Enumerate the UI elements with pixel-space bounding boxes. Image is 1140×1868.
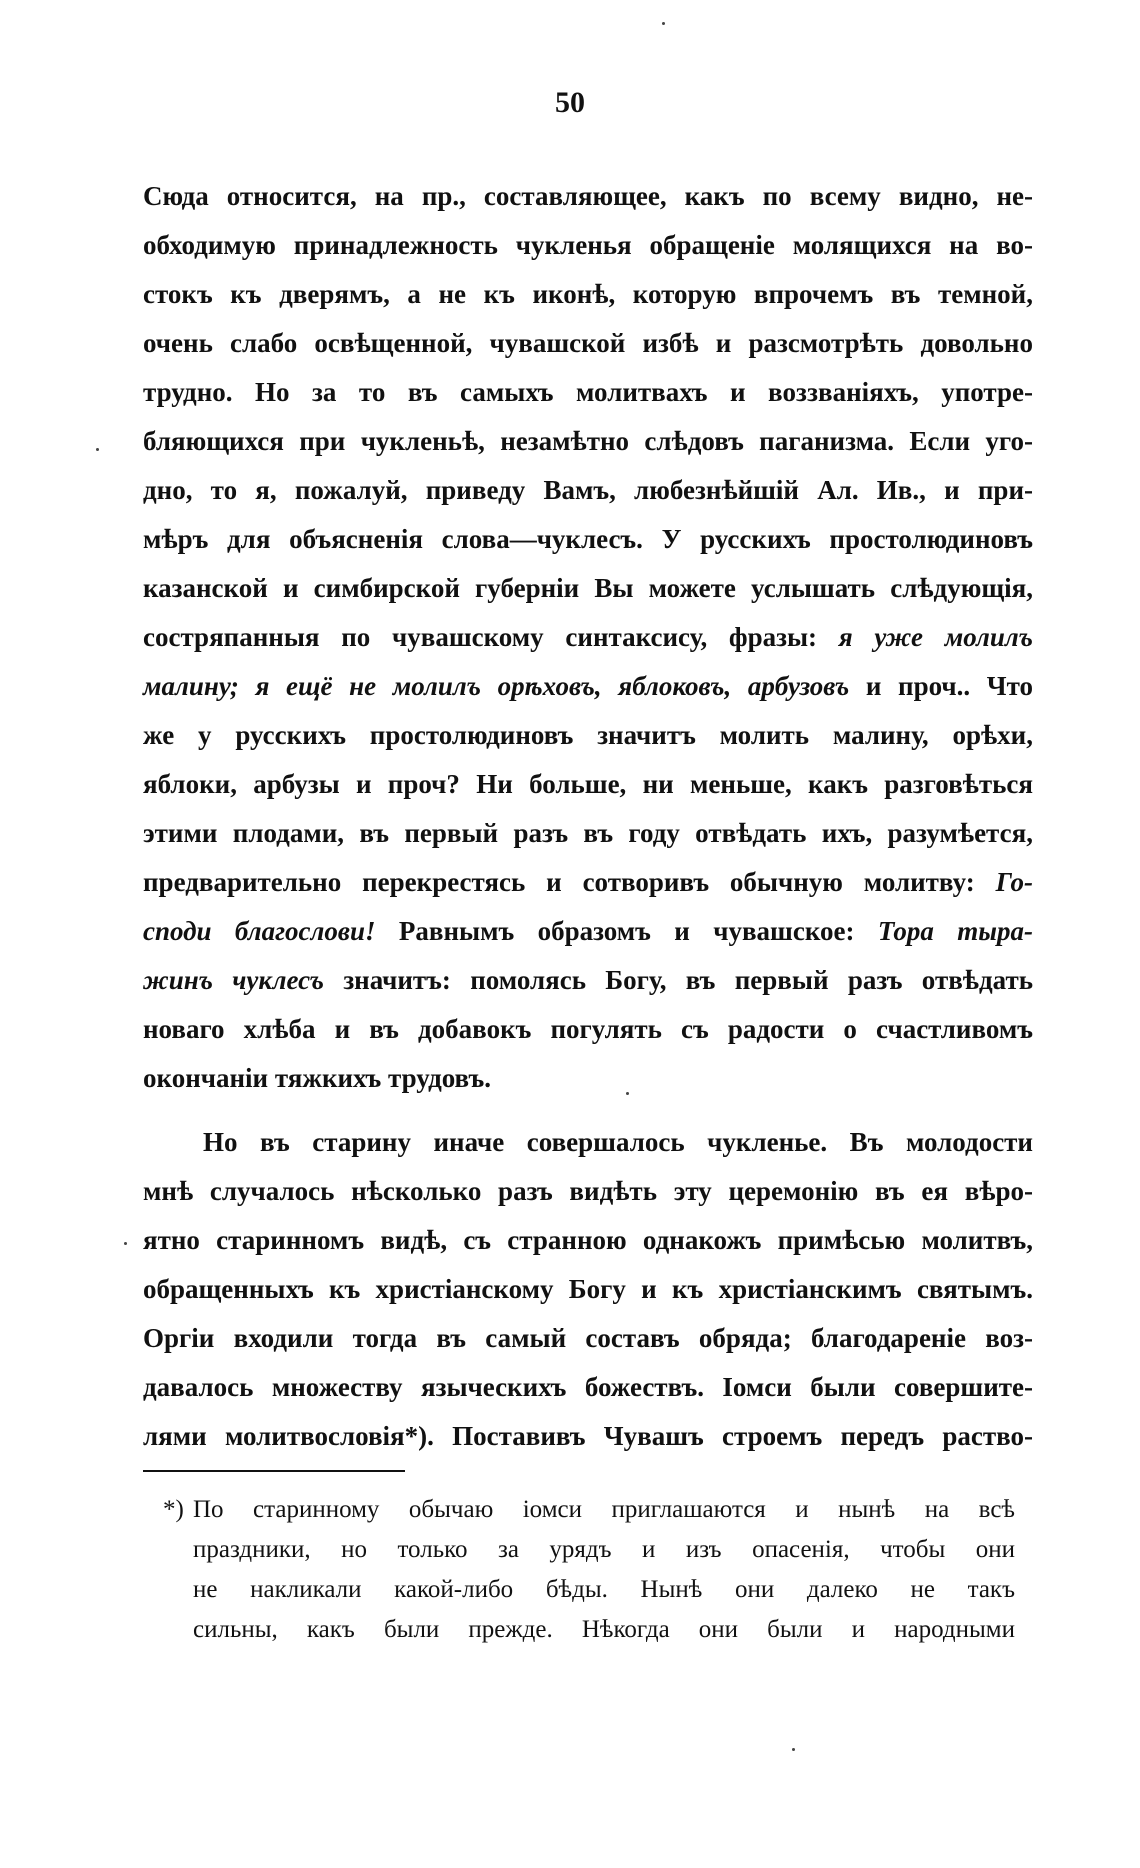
- text-segment: значитъ: помолясь Богу, въ первый разъ отвѣдать: [343, 965, 1033, 995]
- italic-phrase: жинъ чуклесъ: [143, 965, 324, 995]
- footnote-marker: *): [163, 1496, 184, 1523]
- italic-phrase: малину; я ещё не молилъ орѣховъ, яблоковъ, арбузовъ: [143, 671, 850, 701]
- text-line: [143, 907, 1033, 956]
- text-line: трудно. Но за то въ самыхъ молитвахъ и воззваніяхъ, употре-: [143, 377, 1033, 407]
- text-line: Оргіи входили тогда въ самый составъ обряда; благодареніе воз-: [143, 1323, 1033, 1353]
- text-line: [143, 662, 1033, 711]
- paragraph-1: [143, 172, 1033, 1103]
- text-line: очень слабо освѣщенной, чувашской избѣ и разсмотрѣть довольно: [143, 328, 1033, 358]
- footnote-separator: [143, 1470, 405, 1472]
- text-line: мѣръ для объясненія слова—чуклесъ. У русскихъ простолюдиновъ: [143, 524, 1033, 554]
- text-line: ятно старинномъ видѣ, съ странною однакожъ примѣсью молитвъ,: [143, 1225, 1033, 1255]
- text-segment: состряпанныя по чувашскому синтаксису, фразы:: [143, 622, 818, 652]
- scan-speck: [626, 1092, 629, 1095]
- paragraph-2: [143, 1118, 1033, 1461]
- text-segment: предварительно перекрестясь и сотворивъ обычную молитву:: [143, 867, 975, 897]
- text-line: мнѣ случалось нѣсколько разъ видѣть эту церемонію въ ея вѣро-: [143, 1176, 1033, 1206]
- text-line: стокъ къ дверямъ, а не къ иконѣ, которую впрочемъ въ темной,: [143, 279, 1033, 309]
- text-line: дно, то я, пожалуй, приведу Вамъ, любезнѣйшій Ал. Ив., и при-: [143, 475, 1033, 505]
- italic-phrase: споди благослови!: [143, 916, 376, 946]
- text-line: бляющихся при чукленьѣ, незамѣтно слѣдовъ паганизма. Если уго-: [143, 426, 1033, 456]
- italic-phrase: Тора тыра-: [877, 916, 1034, 946]
- text-line: обращенныхъ къ христіанскому Богу и къ христіанскимъ святымъ.: [143, 1274, 1033, 1304]
- footnote-line: праздники, но только за урядъ и изъ опасенія, чтобы они: [193, 1536, 1015, 1563]
- italic-phrase: я уже молилъ: [838, 622, 1034, 652]
- scan-speck: [792, 1748, 795, 1751]
- footnote: [163, 1490, 1015, 1650]
- text-line: же у русскихъ простолюдиновъ значитъ молить малину, орѣхи,: [143, 720, 1033, 750]
- text-line: окончаніи тяжкихъ трудовъ.: [143, 1063, 491, 1093]
- text-line: [143, 613, 1033, 662]
- scan-speck: [124, 1242, 127, 1245]
- italic-phrase: Го-: [995, 867, 1033, 897]
- scan-speck: [662, 22, 665, 25]
- footnote-line: сильны, какъ были прежде. Нѣкогда они были и народными: [193, 1616, 1015, 1643]
- text-line: лями молитвословія*). Поставивъ Чувашъ строемъ передъ раство-: [143, 1421, 1033, 1451]
- page-number: 50: [555, 86, 585, 119]
- text-line: [143, 956, 1033, 1005]
- text-segment: и проч.. Что: [865, 671, 1033, 701]
- text-line: Сюда относится, на пр., составляющее, какъ по всему видно, не-: [143, 181, 1033, 211]
- text-line: этими плодами, въ первый разъ въ году отвѣдать ихъ, разумѣется,: [143, 818, 1033, 848]
- text-line: казанской и симбирской губерніи Вы можете услышать слѣдующія,: [143, 573, 1033, 603]
- text-line: Но въ старину иначе совершалось чукленье. Въ молодости: [203, 1127, 1033, 1157]
- text-line: [143, 858, 1033, 907]
- footnote-text: По старинному обычаю іомси приглашаются и нынѣ на всѣ: [193, 1496, 1015, 1523]
- scan-speck: [96, 448, 99, 451]
- text-segment: Равнымъ образомъ и чувашское:: [398, 916, 855, 946]
- text-line: яблоки, арбузы и проч? Ни больше, ни меньше, какъ разговѣться: [143, 769, 1033, 799]
- text-line: обходимую принадлежность чукленья обращеніе молящихся на во-: [143, 230, 1033, 260]
- footnote-line: не накликали какой-либо бѣды. Нынѣ они далеко не такъ: [193, 1576, 1015, 1603]
- text-line: новаго хлѣба и въ добавокъ погулять съ радости о счастливомъ: [143, 1014, 1033, 1044]
- text-line: давалось множеству языческихъ божествъ. Іомси были совершите-: [143, 1372, 1033, 1402]
- footnote-line: [163, 1490, 1015, 1530]
